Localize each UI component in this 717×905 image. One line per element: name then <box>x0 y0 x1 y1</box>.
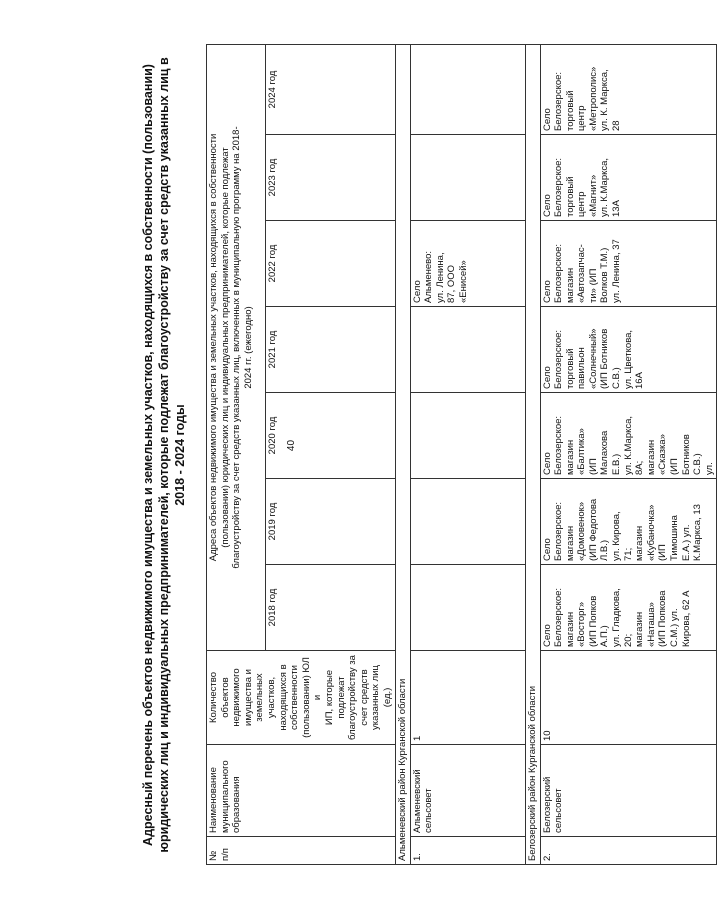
row-year-cell: Село Белозерское: магазин «Балтика» (ИП Малахова Е.В.) ул. К.Маркса, 8А; магазин «Сказка» (ИП Ботников С.В.) ул. <box>540 393 717 479</box>
header-row <box>207 44 266 864</box>
document-title: Адресный перечень объектов недвижимого имущества и земельных участков, находящихся в собственности (пользовании) юридических лиц и индивидуальных предпринимателей, которые подлежат благоустройству за счет средств указанных лиц в 2018 - 2024 годы <box>141 57 187 853</box>
section-row <box>395 44 410 864</box>
row-year-cell: Село Белозерское: магазин «Восторг» (ИП Попков А.П.) ул. Гладкова, 20; магазин «Наташа» (ИП Попкова С.М.) ул. Кирова, 62 А <box>540 565 717 651</box>
row-year-cell: Село Белозерское: торговый центр «Метрополис» ул. К. Маркса, 28 <box>540 44 717 134</box>
row-year-cell <box>410 44 525 134</box>
row-year-cell <box>410 479 525 565</box>
address-table <box>206 44 717 865</box>
row-year-cell <box>410 135 525 221</box>
section-row <box>525 44 540 864</box>
row-year-cell <box>410 307 525 393</box>
row-num: 1. <box>410 837 525 865</box>
section-title: Альменевский район Курганской области <box>395 44 410 864</box>
table-row <box>540 44 717 864</box>
year-header: 2019 год <box>266 479 396 565</box>
year-header: 2018 год <box>266 565 396 651</box>
year-header: 2024 год <box>266 44 396 134</box>
year-header: 2021 год <box>266 307 396 393</box>
header-addresses: Адреса объектов недвижимого имущества и земельных участков, находящихся в собственности (пользовании) юридических лиц и индивидуальных предпринимателей, которые подлежат благоустройству за счет средств указанных лиц, включенных в муниципальную программу на 2018- 2024 гг. (ежегодно) <box>207 44 266 650</box>
header-name: Наименование муниципального образования <box>207 745 396 837</box>
table-row <box>410 44 525 864</box>
row-year-cell: Село Альменево: ул. Ленина, 87, ООО «Енисей» <box>410 221 525 307</box>
year-header: 2023 год <box>266 135 396 221</box>
row-name: Белозерский сельсовет <box>540 745 717 837</box>
year-header: 2022 год <box>266 221 396 307</box>
page-number: 40 <box>286 439 298 452</box>
row-year-cell: Село Белозерское: торговый павильон «Солнечный» (ИП Ботников С.В.) ул. Цветкова, 16А <box>540 307 717 393</box>
row-name: Альменевский сельсовет <box>410 745 525 837</box>
row-year-cell: Село Белозерское: магазин «Автозапчас- ти» (ИП Волков Т.М.) ул. Ленина, 37 <box>540 221 717 307</box>
row-year-cell <box>410 565 525 651</box>
header-count: Количество объектов недвижимого имущества и земельных участков, находящихся в собственности (пользовании) ЮЛ и ИП, которые подлежат благоустройству за счет средств указанных лиц (ед.) <box>207 651 396 745</box>
row-year-cell <box>410 393 525 479</box>
document-page <box>140 45 715 865</box>
row-year-cell: Село Белозерское: магазин «Домовенок» (ИП Федотова Л.В.) ул. Кирова, 71; магазин «Кубаночка» (ИП Тимошина Е.А.) ул. К.Маркса, 13 <box>540 479 717 565</box>
row-count: 1 <box>410 651 525 745</box>
year-header: 2020 год <box>266 393 396 479</box>
row-count: 10 <box>540 651 717 745</box>
section-title: Белозерский район Курганской области <box>525 44 540 864</box>
header-num: № п/п <box>207 837 396 865</box>
row-num: 2. <box>540 837 717 865</box>
row-year-cell: Село Белозерское: торговый центр «Магнит» ул. К.Маркса, 13А <box>540 135 717 221</box>
